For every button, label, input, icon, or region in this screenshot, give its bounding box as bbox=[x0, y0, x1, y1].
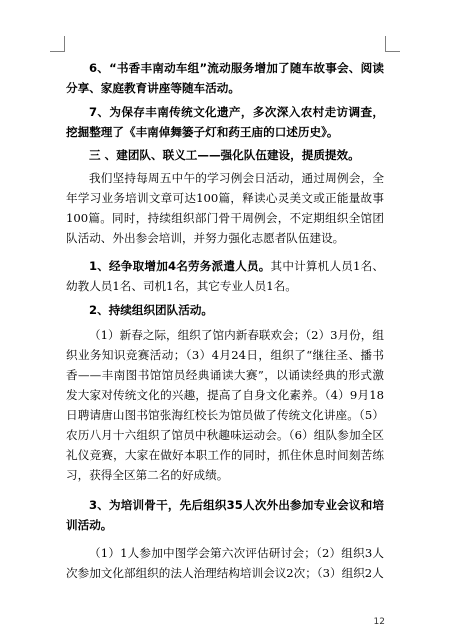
paragraph-team-activities-list: （1）新春之际，组织了馆内新春联欢会；（2）3月份，组织业务知识竞赛活动；（3）4月24日，组织了“继往圣、播书香——丰南图书馆馆员经典诵读大赛”，以诵读经典的形式激发大家对传统文化的兴趣，提高了自身文化素养。（4）9月18日聘请唐山图书馆张海红校长为馆员做了传统文化讲座。（5）农历八月十六组织了馆员中秋趣味运动会。（6）组队参加全区礼仪竞赛，大家在做好本职工作的同时，抓住休息时间刻苦练习，获得全区第二名的好成绩。 bbox=[66, 328, 384, 482]
subheading-team-activities: 2、持续组织团队活动。 bbox=[89, 303, 214, 317]
crop-mark-top-right-vertical bbox=[385, 36, 386, 51]
crop-mark-top-left-vertical bbox=[64, 36, 65, 51]
crop-mark-top-left-horizontal bbox=[50, 51, 65, 52]
page-number: 12 bbox=[373, 617, 385, 627]
paragraph-item-6: 6、“书香丰南动车组”流动服务增加了随车故事会、阅读分享、家庭教育讲座等随车活动。 bbox=[66, 61, 384, 95]
paragraph-staff-increase bbox=[66, 256, 384, 296]
subheading-training: 3、为培训骨干，先后组织35人次外出参加专业会议和培训活动。 bbox=[66, 498, 384, 532]
paragraph-training-list: （1）1人参加中图学会第六次评估研讨会；（2）组织3人次参加文化部组织的法人治理结构培训会议2次；（3）组织2人 bbox=[66, 546, 384, 580]
crop-mark-top-right-horizontal bbox=[385, 51, 400, 52]
paragraph-item-7: 7、为保存丰南传统文化遗产，多次深入农村走访调查，挖掘整理了《丰南倬舞篓子灯和药王庙的口述历史》。 bbox=[66, 105, 384, 139]
section-heading-3: 三 、建团队、联义工——强化队伍建设，提质提效。 bbox=[89, 148, 360, 162]
paragraph-body: 其中计算机人员1名、幼教人员1名、司机1名，其它专业人员1名。 bbox=[66, 259, 384, 293]
paragraph-lead-bold: 1、经争取增加4名劳务派遣人员。 bbox=[89, 259, 271, 273]
paragraph-weekly-study: 我们坚持每周五中午的学习例会日活动，通过周例会，全年学习业务培训文章可达100篇，释读心灵美文或正能量故事100篇。同时，持续组织部门骨干周例会，不定期组织全馆团队活动、外出参会培训，并努力强化志愿者队伍建设。 bbox=[66, 171, 384, 245]
